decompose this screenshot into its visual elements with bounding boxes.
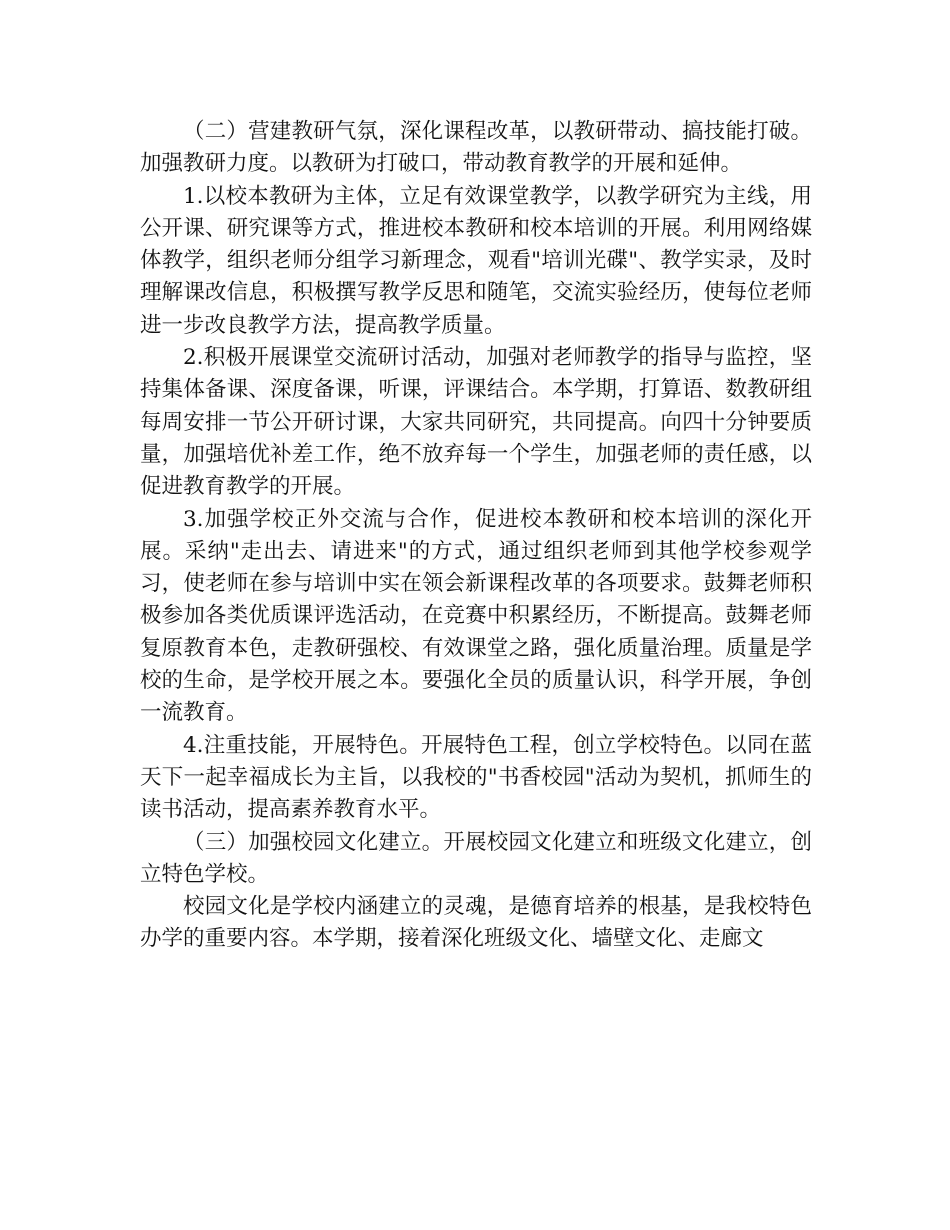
- document-page: [140, 116, 812, 956]
- paragraph-item-3: 3.加强学校正外交流与合作，促进校本教研和校本培训的深化开展。采纳"走出去、请进来"的方式，通过组织老师到其他学校参观学习，使老师在参与培训中实在领会新课程改革的各项要求。鼓舞老师积极参加各类优质课评选活动，在竞赛中积累经历，不断提高。鼓舞老师复原教育本色，走教研强校、有效课堂之路，强化质量治理。质量是学校的生命，是学校开展之本。要强化全员的质量认识，科学开展，争创一流教育。: [140, 506, 812, 726]
- paragraph-item-4: 4.注重技能，开展特色。开展特色工程，创立学校特色。以同在蓝天下一起幸福成长为主旨，以我校的"书香校园"活动为契机，抓师生的读书活动，提高素养教育水平。: [140, 732, 812, 823]
- paragraph-item-1: 1.以校本教研为主体，立足有效课堂教学，以教学研究为主线，用公开课、研究课等方式，推进校本教研和校本培训的开展。利用网络媒体教学，组织老师分组学习新理念，观看"培训光碟"、教学实录，及时理解课改信息，积极撰写教学反思和随笔，交流实验经历，使每位老师进一步改良教学方法，提高教学质量。: [140, 183, 812, 338]
- paragraph-item-2: 2.积极开展课堂交流研讨活动，加强对老师教学的指导与监控，坚持集体备课、深度备课，听课，评课结合。本学期，打算语、数教研组每周安排一节公开研讨课，大家共同研究，共同提高。向四十分钟要质量，加强培优补差工作，绝不放弃每一个学生，加强老师的责任感，以促进教育教学的开展。: [140, 345, 812, 500]
- paragraph-campus-culture: 校园文化是学校内涵建立的灵魂，是德育培养的根基，是我校特色办学的重要内容。本学期，接着深化班级文化、墙壁文化、走廊文: [140, 894, 812, 952]
- paragraph-section-3-heading: （三）加强校园文化建立。开展校园文化建立和班级文化建立，创立特色学校。: [140, 829, 812, 887]
- paragraph-section-2-heading: （二）营建教研气氛，深化课程改革，以教研带动、搞技能打破。加强教研力度。以教研为打破口，带动教育教学的开展和延伸。: [140, 119, 812, 177]
